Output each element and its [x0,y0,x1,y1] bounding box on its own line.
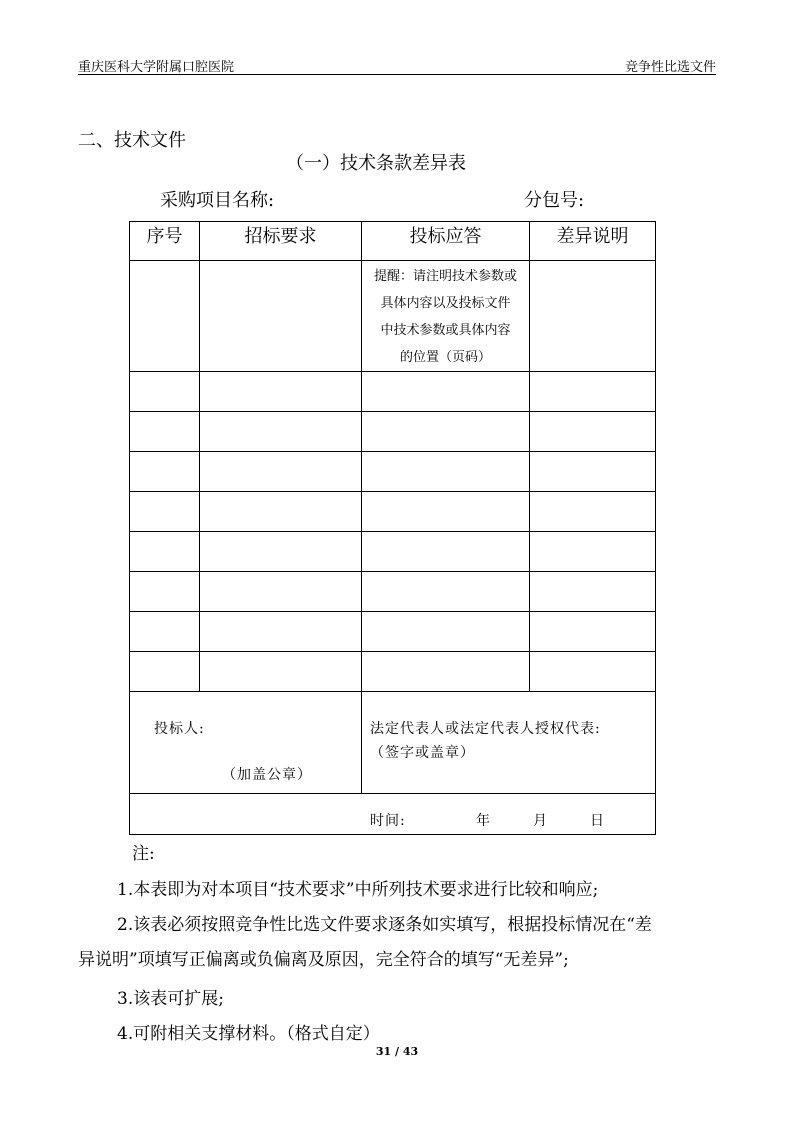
note-3: 3.该表可扩展; [117,989,224,1009]
time-label: 时间: [370,813,406,829]
col-header-response: 投标应答 [362,222,530,261]
table-header-row [130,222,656,261]
table-cell[interactable] [130,452,200,492]
date-cell[interactable] [130,794,656,835]
table-cell[interactable] [530,261,656,372]
difference-table [129,221,656,835]
month-label: 月 [533,813,548,829]
table-cell[interactable] [130,652,200,692]
package-label: 分包号: [524,190,585,211]
table-cell[interactable] [530,372,656,412]
table-cell[interactable] [130,372,200,412]
table-cell[interactable] [130,532,200,572]
table-cell[interactable] [200,492,362,532]
table-cell[interactable] [530,612,656,652]
table-cell[interactable] [530,652,656,692]
col-header-difference: 差异说明 [530,222,656,261]
note-2a: 2.该表必须按照竞争性比选文件要求逐条如实填写，根据投标情况在“差 [117,915,652,935]
table-row [130,492,656,532]
reminder-cell[interactable] [362,261,530,372]
note-2b: 异说明”项填写正偏离或负偏离及原因，完全符合的填写“无差异”; [78,950,569,970]
bidder-cell[interactable] [130,692,362,794]
table-cell[interactable] [530,492,656,532]
header-rule [78,74,716,75]
table-cell[interactable] [200,452,362,492]
table-row [130,261,656,372]
table-cell[interactable] [530,412,656,452]
table-cell[interactable] [200,572,362,612]
table-row [130,572,656,612]
table-row [130,452,656,492]
table-cell[interactable] [200,412,362,452]
year-label: 年 [476,813,491,829]
col-header-index: 序号 [130,222,200,261]
representative-cell[interactable] [362,692,656,794]
table-title: （一）技术条款差异表 [286,153,466,174]
table-cell[interactable] [362,412,530,452]
representative-label: 法定代表人或法定代表人授权代表: [370,721,601,737]
table-row [130,372,656,412]
note-1: 1.本表即为对本项目“技术要求”中所列技术要求进行比较和响应; [117,880,599,900]
table-cell[interactable] [130,261,200,372]
table-row [130,612,656,652]
table-cell[interactable] [130,492,200,532]
table-cell[interactable] [130,612,200,652]
notes-title: 注: [132,844,155,864]
table-row [130,652,656,692]
header-org: 重庆医科大学附属口腔医院 [78,60,235,75]
table-cell[interactable] [530,452,656,492]
project-name-label: 采购项目名称: [160,190,275,211]
sign-label: （签字或盖章） [370,745,475,761]
table-cell[interactable] [362,652,530,692]
table-cell[interactable] [200,652,362,692]
header-doc-title: 竞争性比选文件 [624,60,716,75]
table-cell[interactable] [130,412,200,452]
note-4: 4.可附相关支撑材料。（格式自定） [117,1024,380,1044]
col-header-requirement: 招标要求 [200,222,362,261]
table-cell[interactable] [200,372,362,412]
table-cell[interactable] [362,492,530,532]
table-cell[interactable] [362,612,530,652]
table-cell[interactable] [362,372,530,412]
table-row [130,532,656,572]
table-row [130,412,656,452]
table-cell[interactable] [200,261,362,372]
table-cell[interactable] [130,572,200,612]
table-cell[interactable] [362,532,530,572]
table-cell[interactable] [362,452,530,492]
signature-row [130,692,656,794]
table-cell[interactable] [530,572,656,612]
table-cell[interactable] [200,612,362,652]
bidder-label: 投标人: [154,721,205,737]
section-title: 二、技术文件 [78,130,186,151]
table-cell[interactable] [200,532,362,572]
day-label: 日 [590,813,605,829]
table-cell[interactable] [362,572,530,612]
table-cell[interactable] [530,532,656,572]
date-row [130,794,656,835]
seal-label: （加盖公章） [222,767,312,783]
reminder-text: 提醒：请注明技术参数或 具体内容以及投标文件 中技术参数或具体内容 的位置（页码） [373,269,517,365]
page-number: 31 / 43 [375,1045,419,1058]
